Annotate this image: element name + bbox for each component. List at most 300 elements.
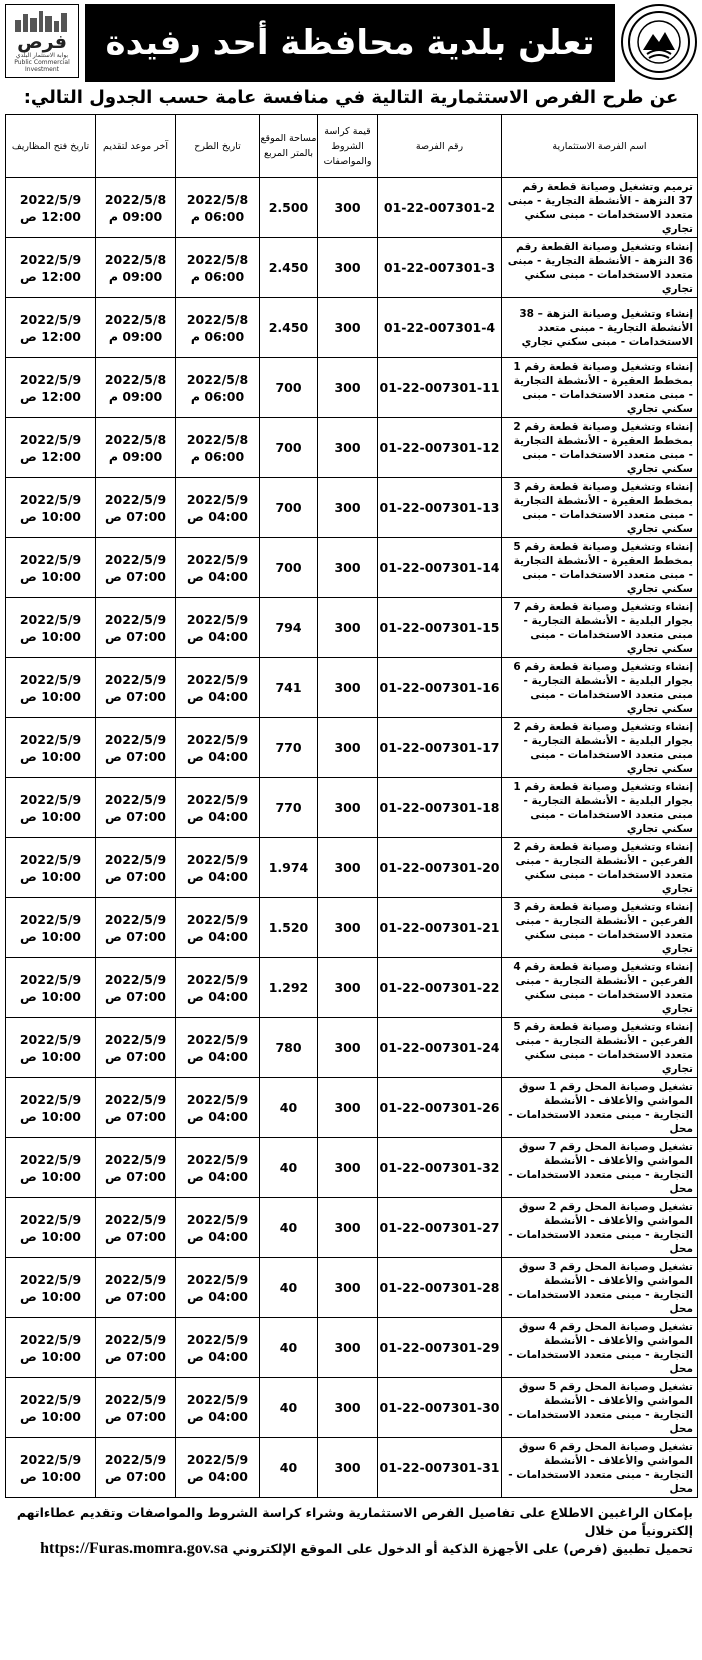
deadline-datetime (96, 1258, 176, 1318)
opening-date: 2022/5/9 (19, 611, 82, 627)
publish-date: 2022/5/9 (186, 611, 249, 627)
opening-date: 2022/5/9 (19, 1271, 82, 1287)
publish-time: 04:00 ص (187, 928, 248, 944)
footer-note (5, 1498, 697, 1558)
deadline-datetime (96, 658, 176, 718)
publish-time: 04:00 ص (187, 868, 248, 884)
publish-date: 2022/5/8 (186, 311, 249, 327)
deadline-date: 2022/5/9 (104, 671, 167, 687)
publish-date: 2022/5/9 (186, 1391, 249, 1407)
column-header: مساحة الموقع بالمتر المربع (260, 115, 318, 178)
opening-time: 10:00 ص (20, 568, 81, 584)
deadline-time: 07:00 ص (105, 1108, 166, 1124)
booklet-price: 300 (318, 358, 378, 418)
publish-time: 04:00 ص (187, 988, 248, 1004)
deadline-datetime (96, 358, 176, 418)
deadline-time: 09:00 م (108, 388, 163, 404)
booklet-price: 300 (318, 1198, 378, 1258)
opportunity-name: إنشاء وتشغيل وصيانة قطعة رقم 1 بجوار البلدية - الأنشطة التجارية - مبنى متعدد الاستخدامات - مبنى سكني تجاري (502, 778, 698, 838)
publish-time: 04:00 ص (187, 1408, 248, 1424)
publish-date: 2022/5/9 (186, 1151, 249, 1167)
intro-text: عن طرح الفرص الاستثمارية التالية في منافسة عامة حسب الجدول التالي: (23, 87, 679, 108)
publish-datetime (176, 958, 260, 1018)
opening-time: 10:00 ص (20, 1168, 81, 1184)
deadline-datetime (96, 1018, 176, 1078)
furas-tagline-ar: بوابة الاستثمار البلدي (15, 51, 69, 59)
opening-time: 12:00 ص (20, 448, 81, 464)
publish-time: 04:00 ص (187, 1288, 248, 1304)
footer-line-1: بإمكان الراغبين الاطلاع على تفاصيل الفرص الاستثمارية وشراء كراسة الشروط والمواصفات وتقديم عطاءاتهم إلكترونياً من خلال (16, 1505, 693, 1538)
deadline-datetime (96, 958, 176, 1018)
opening-date: 2022/5/9 (19, 1331, 82, 1347)
table-row (6, 238, 698, 298)
site-area: 2.500 (260, 178, 318, 238)
booklet-price: 300 (318, 718, 378, 778)
publish-time: 04:00 ص (187, 1468, 248, 1484)
deadline-date: 2022/5/9 (104, 971, 167, 987)
deadline-datetime (96, 718, 176, 778)
opening-time: 10:00 ص (20, 1228, 81, 1244)
opportunity-id: 01-22-007301-14 (378, 538, 502, 598)
deadline-date: 2022/5/8 (104, 371, 167, 387)
opening-datetime (6, 358, 96, 418)
deadline-time: 07:00 ص (105, 568, 166, 584)
publish-time: 06:00 م (190, 448, 245, 464)
deadline-datetime (96, 838, 176, 898)
site-area: 794 (260, 598, 318, 658)
publish-datetime (176, 658, 260, 718)
opportunity-name: تشغيل وصيانة المحل رقم 3 سوق المواشي والأعلاف - الأنشطة التجارية - مبنى متعدد الاستخدامات - محل (502, 1258, 698, 1318)
deadline-time: 07:00 ص (105, 1408, 166, 1424)
opening-datetime (6, 658, 96, 718)
opening-datetime (6, 718, 96, 778)
deadline-date: 2022/5/9 (104, 1451, 167, 1467)
column-header: آخر موعد لتقديم (96, 115, 176, 178)
booklet-price: 300 (318, 598, 378, 658)
publish-date: 2022/5/9 (186, 731, 249, 747)
site-area: 40 (260, 1438, 318, 1498)
opportunity-id: 01-22-007301-4 (378, 298, 502, 358)
publish-date: 2022/5/8 (186, 371, 249, 387)
publish-datetime (176, 1078, 260, 1138)
deadline-date: 2022/5/9 (104, 1211, 167, 1227)
municipality-seal-icon (621, 4, 697, 80)
header (5, 4, 697, 82)
booklet-price: 300 (318, 1318, 378, 1378)
table-row (6, 1258, 698, 1318)
table-header-row (6, 115, 698, 178)
deadline-time: 07:00 ص (105, 1348, 166, 1364)
booklet-price: 300 (318, 958, 378, 1018)
table-row (6, 1078, 698, 1138)
opportunity-id: 01-22-007301-31 (378, 1438, 502, 1498)
deadline-time: 07:00 ص (105, 688, 166, 704)
publish-time: 04:00 ص (187, 568, 248, 584)
deadline-time: 09:00 م (108, 268, 163, 284)
opening-date: 2022/5/9 (19, 971, 82, 987)
opportunity-id: 01-22-007301-17 (378, 718, 502, 778)
booklet-price: 300 (318, 478, 378, 538)
deadline-datetime (96, 298, 176, 358)
city-skyline-icon (13, 10, 71, 32)
opportunity-name: إنشاء وتشغيل وصيانة القطعة رقم 36 النزهة - الأنشطة التجارية - مبنى متعدد الاستخدامات - مبنى سكني تجاري (502, 238, 698, 298)
deadline-datetime (96, 1138, 176, 1198)
opening-time: 10:00 ص (20, 748, 81, 764)
furas-tagline-en: Public Commercial Investment (14, 58, 70, 73)
opening-datetime (6, 238, 96, 298)
opening-datetime (6, 1258, 96, 1318)
deadline-time: 09:00 م (108, 208, 163, 224)
opportunity-name: ترميم وتشغيل وصيانة قطعة رقم 37 النزهة - الأنشطة التجارية - مبنى متعدد الاستخدامات - مبنى سكني تجاري (502, 178, 698, 238)
table-row (6, 1138, 698, 1198)
booklet-price: 300 (318, 238, 378, 298)
publish-datetime (176, 1138, 260, 1198)
column-header: تاريخ فتح المظاريف (6, 115, 96, 178)
site-area: 700 (260, 538, 318, 598)
site-area: 741 (260, 658, 318, 718)
opportunity-id: 01-22-007301-28 (378, 1258, 502, 1318)
table-row (6, 1198, 698, 1258)
deadline-datetime (96, 178, 176, 238)
booklet-price: 300 (318, 1138, 378, 1198)
opening-datetime (6, 418, 96, 478)
opportunity-id: 01-22-007301-32 (378, 1138, 502, 1198)
publish-time: 04:00 ص (187, 748, 248, 764)
opportunity-name: إنشاء وتشغيل وصيانة النزهة – 38 الأنشطة التجارية - مبنى متعدد الاستخدامات - مبنى سكني تجاري (502, 298, 698, 358)
opening-time: 12:00 ص (20, 388, 81, 404)
opening-datetime (6, 838, 96, 898)
opening-date: 2022/5/9 (19, 431, 82, 447)
deadline-date: 2022/5/8 (104, 311, 167, 327)
opening-time: 10:00 ص (20, 628, 81, 644)
opening-datetime (6, 478, 96, 538)
publish-datetime (176, 238, 260, 298)
opportunity-name: تشغيل وصيانة المحل رقم 7 سوق المواشي والأعلاف - الأنشطة التجارية - مبنى متعدد الاستخدامات - محل (502, 1138, 698, 1198)
opening-time: 10:00 ص (20, 1048, 81, 1064)
opening-date: 2022/5/9 (19, 1031, 82, 1047)
publish-date: 2022/5/9 (186, 851, 249, 867)
table-row (6, 958, 698, 1018)
deadline-datetime (96, 1078, 176, 1138)
deadline-datetime (96, 1378, 176, 1438)
opportunity-id: 01-22-007301-2 (378, 178, 502, 238)
opening-datetime (6, 778, 96, 838)
deadline-time: 07:00 ص (105, 1168, 166, 1184)
opening-date: 2022/5/9 (19, 911, 82, 927)
site-area: 40 (260, 1078, 318, 1138)
site-area: 40 (260, 1318, 318, 1378)
site-area: 770 (260, 718, 318, 778)
site-area: 700 (260, 418, 318, 478)
opening-datetime (6, 1138, 96, 1198)
table-row (6, 838, 698, 898)
site-area: 40 (260, 1138, 318, 1198)
opening-datetime (6, 1018, 96, 1078)
deadline-time: 07:00 ص (105, 748, 166, 764)
opening-time: 10:00 ص (20, 1408, 81, 1424)
opening-date: 2022/5/9 (19, 491, 82, 507)
opportunity-id: 01-22-007301-30 (378, 1378, 502, 1438)
deadline-time: 07:00 ص (105, 1468, 166, 1484)
table-row (6, 478, 698, 538)
publish-date: 2022/5/9 (186, 1331, 249, 1347)
publish-date: 2022/5/9 (186, 791, 249, 807)
table-row (6, 1318, 698, 1378)
table-row (6, 718, 698, 778)
opening-time: 12:00 ص (20, 328, 81, 344)
opportunity-id: 01-22-007301-18 (378, 778, 502, 838)
publish-date: 2022/5/9 (186, 551, 249, 567)
deadline-datetime (96, 238, 176, 298)
table-row (6, 1438, 698, 1498)
table-row (6, 178, 698, 238)
opening-datetime (6, 598, 96, 658)
opening-date: 2022/5/9 (19, 551, 82, 567)
opportunity-id: 01-22-007301-29 (378, 1318, 502, 1378)
opening-date: 2022/5/9 (19, 311, 82, 327)
opportunity-name: تشغيل وصيانة المحل رقم 4 سوق المواشي والأعلاف - الأنشطة التجارية - مبنى متعدد الاستخدامات - محل (502, 1318, 698, 1378)
deadline-date: 2022/5/9 (104, 1331, 167, 1347)
opening-time: 10:00 ص (20, 508, 81, 524)
publish-time: 04:00 ص (187, 1348, 248, 1364)
furas-logo (5, 4, 79, 78)
footer-line-2 (9, 1540, 693, 1558)
publish-date: 2022/5/9 (186, 1091, 249, 1107)
page-title: تعلن بلدية محافظة أحد رفيدة (85, 4, 615, 82)
opening-date: 2022/5/9 (19, 1091, 82, 1107)
site-area: 2.450 (260, 238, 318, 298)
deadline-time: 07:00 ص (105, 868, 166, 884)
opportunity-id: 01-22-007301-20 (378, 838, 502, 898)
table-row (6, 1378, 698, 1438)
publish-datetime (176, 598, 260, 658)
site-area: 1.520 (260, 898, 318, 958)
opening-datetime (6, 958, 96, 1018)
deadline-date: 2022/5/9 (104, 611, 167, 627)
opening-datetime (6, 1318, 96, 1378)
deadline-date: 2022/5/9 (104, 1091, 167, 1107)
booklet-price: 300 (318, 838, 378, 898)
table-row (6, 598, 698, 658)
publish-datetime (176, 478, 260, 538)
deadline-time: 07:00 ص (105, 1048, 166, 1064)
site-area: 40 (260, 1378, 318, 1438)
opportunity-name: إنشاء وتشغيل وصيانة قطعة رقم 6 بجوار البلدية - الأنشطة التجارية - مبنى متعدد الاستخدامات - مبنى سكني تجاري (502, 658, 698, 718)
booklet-price: 300 (318, 658, 378, 718)
publish-time: 06:00 م (190, 208, 245, 224)
publish-time: 04:00 ص (187, 1108, 248, 1124)
opening-time: 10:00 ص (20, 1108, 81, 1124)
booklet-price: 300 (318, 538, 378, 598)
opportunity-name: إنشاء وتشغيل وصيانة قطعة رقم 7 بجوار البلدية - الأنشطة التجارية - مبنى متعدد الاستخدامات - مبنى سكني تجاري (502, 598, 698, 658)
deadline-time: 07:00 ص (105, 508, 166, 524)
publish-datetime (176, 178, 260, 238)
opening-date: 2022/5/9 (19, 191, 82, 207)
column-header: رقم الفرصة (378, 115, 502, 178)
deadline-date: 2022/5/8 (104, 191, 167, 207)
opportunity-name: إنشاء وتشغيل وصيانة قطعة رقم 2 بجوار البلدية - الأنشطة التجارية - مبنى متعدد الاستخدامات - مبنى سكني تجاري (502, 718, 698, 778)
publish-datetime (176, 1438, 260, 1498)
publish-datetime (176, 838, 260, 898)
deadline-time: 07:00 ص (105, 928, 166, 944)
opportunity-id: 01-22-007301-26 (378, 1078, 502, 1138)
opening-date: 2022/5/9 (19, 731, 82, 747)
opportunity-id: 01-22-007301-21 (378, 898, 502, 958)
publish-date: 2022/5/9 (186, 1271, 249, 1287)
deadline-time: 09:00 م (108, 328, 163, 344)
site-area: 700 (260, 358, 318, 418)
table-row (6, 658, 698, 718)
publish-time: 06:00 م (190, 388, 245, 404)
deadline-time: 07:00 ص (105, 988, 166, 1004)
publish-datetime (176, 358, 260, 418)
deadline-time: 07:00 ص (105, 1288, 166, 1304)
deadline-date: 2022/5/9 (104, 851, 167, 867)
publish-datetime (176, 538, 260, 598)
table-row (6, 418, 698, 478)
column-header: تاريخ الطرح (176, 115, 260, 178)
opportunity-id: 01-22-007301-27 (378, 1198, 502, 1258)
deadline-time: 07:00 ص (105, 808, 166, 824)
deadline-datetime (96, 418, 176, 478)
booklet-price: 300 (318, 418, 378, 478)
publish-time: 04:00 ص (187, 628, 248, 644)
publish-datetime (176, 778, 260, 838)
publish-time: 06:00 م (190, 328, 245, 344)
opportunity-name: إنشاء وتشغيل وصيانة قطعة رقم 2 الفرعين - الأنشطة التجارية - مبنى متعدد الاستخدامات - مبنى سكني تجاري (502, 838, 698, 898)
publish-datetime (176, 1258, 260, 1318)
opening-date: 2022/5/9 (19, 371, 82, 387)
booklet-price: 300 (318, 1018, 378, 1078)
table-row (6, 358, 698, 418)
publish-datetime (176, 1318, 260, 1378)
deadline-date: 2022/5/9 (104, 1031, 167, 1047)
deadline-time: 09:00 م (108, 448, 163, 464)
publish-datetime (176, 418, 260, 478)
deadline-date: 2022/5/9 (104, 491, 167, 507)
opportunity-id: 01-22-007301-16 (378, 658, 502, 718)
publish-time: 04:00 ص (187, 688, 248, 704)
opening-date: 2022/5/9 (19, 251, 82, 267)
opportunities-table (5, 114, 698, 1498)
deadline-time: 07:00 ص (105, 1228, 166, 1244)
opportunity-id: 01-22-007301-22 (378, 958, 502, 1018)
booklet-price: 300 (318, 1078, 378, 1138)
opportunity-id: 01-22-007301-13 (378, 478, 502, 538)
deadline-date: 2022/5/9 (104, 731, 167, 747)
table-row (6, 778, 698, 838)
opening-datetime (6, 898, 96, 958)
deadline-datetime (96, 478, 176, 538)
booklet-price: 300 (318, 1378, 378, 1438)
opportunity-name: إنشاء وتشغيل وصيانة قطعة رقم 5 الفرعين - الأنشطة التجارية - مبنى متعدد الاستخدامات - مبنى سكني تجاري (502, 1018, 698, 1078)
publish-date: 2022/5/8 (186, 191, 249, 207)
opening-date: 2022/5/9 (19, 1391, 82, 1407)
opportunity-name: إنشاء وتشغيل وصيانة قطعة رقم 5 بمخطط العقيرة - الأنشطة التجارية - مبنى متعدد الاستخدامات - مبنى سكني تجاري (502, 538, 698, 598)
opening-time: 10:00 ص (20, 688, 81, 704)
opportunity-id: 01-22-007301-3 (378, 238, 502, 298)
publish-date: 2022/5/9 (186, 1451, 249, 1467)
deadline-datetime (96, 538, 176, 598)
opportunity-id: 01-22-007301-11 (378, 358, 502, 418)
deadline-datetime (96, 1438, 176, 1498)
table-row (6, 1018, 698, 1078)
website-link[interactable]: https://Furas.momra.gov.sa (40, 1540, 229, 1557)
table-row (6, 538, 698, 598)
deadline-datetime (96, 778, 176, 838)
opportunity-id: 01-22-007301-24 (378, 1018, 502, 1078)
booklet-price: 300 (318, 178, 378, 238)
deadline-date: 2022/5/9 (104, 1151, 167, 1167)
opening-time: 10:00 ص (20, 1288, 81, 1304)
opportunity-name: إنشاء وتشغيل وصيانة قطعة رقم 1 بمخطط العقيرة - الأنشطة التجارية - مبنى متعدد الاستخدامات - مبنى سكني تجاري (502, 358, 698, 418)
opening-time: 10:00 ص (20, 868, 81, 884)
opening-time: 12:00 ص (20, 208, 81, 224)
publish-date: 2022/5/8 (186, 251, 249, 267)
deadline-datetime (96, 598, 176, 658)
publish-datetime (176, 1378, 260, 1438)
site-area: 2.450 (260, 298, 318, 358)
table-row (6, 298, 698, 358)
publish-time: 04:00 ص (187, 1228, 248, 1244)
opportunity-name: تشغيل وصيانة المحل رقم 1 سوق المواشي والأعلاف - الأنشطة التجارية - مبنى متعدد الاستخدامات - محل (502, 1078, 698, 1138)
site-area: 770 (260, 778, 318, 838)
deadline-date: 2022/5/9 (104, 551, 167, 567)
site-area: 1.292 (260, 958, 318, 1018)
opening-time: 10:00 ص (20, 1468, 81, 1484)
opening-time: 10:00 ص (20, 988, 81, 1004)
opening-datetime (6, 1078, 96, 1138)
site-area: 40 (260, 1198, 318, 1258)
deadline-date: 2022/5/8 (104, 251, 167, 267)
site-area: 700 (260, 478, 318, 538)
opening-date: 2022/5/9 (19, 1151, 82, 1167)
booklet-price: 300 (318, 778, 378, 838)
publish-datetime (176, 298, 260, 358)
deadline-datetime (96, 1198, 176, 1258)
booklet-price: 300 (318, 1438, 378, 1498)
publish-date: 2022/5/9 (186, 1031, 249, 1047)
footer-line-2-text: تحميل تطبيق (فرص) على الأجهزة الذكية أو الدخول على الموقع الإلكتروني (232, 1541, 693, 1556)
opportunity-name: إنشاء وتشغيل وصيانة قطعة رقم 3 بمخطط العقيرة - الأنشطة التجارية - مبنى متعدد الاستخدامات - مبنى سكني تجاري (502, 478, 698, 538)
deadline-date: 2022/5/9 (104, 1391, 167, 1407)
opening-date: 2022/5/9 (19, 851, 82, 867)
opportunity-name: إنشاء وتشغيل وصيانة قطعة رقم 3 الفرعين - الأنشطة التجارية - مبنى متعدد الاستخدامات - مبنى سكني تجاري (502, 898, 698, 958)
publish-time: 04:00 ص (187, 808, 248, 824)
publish-date: 2022/5/9 (186, 671, 249, 687)
publish-datetime (176, 718, 260, 778)
publish-datetime (176, 1198, 260, 1258)
site-area: 40 (260, 1258, 318, 1318)
opening-time: 10:00 ص (20, 928, 81, 944)
site-area: 780 (260, 1018, 318, 1078)
opportunity-name: تشغيل وصيانة المحل رقم 6 سوق المواشي والأعلاف - الأنشطة التجارية - مبنى متعدد الاستخدامات - محل (502, 1438, 698, 1498)
opportunity-name: إنشاء وتشغيل وصيانة قطعة رقم 2 بمخطط العقيرة - الأنشطة التجارية - مبنى متعدد الاستخدامات - مبنى سكني تجاري (502, 418, 698, 478)
opportunity-name: تشغيل وصيانة المحل رقم 2 سوق المواشي والأعلاف - الأنشطة التجارية - مبنى متعدد الاستخدامات - محل (502, 1198, 698, 1258)
opening-datetime (6, 1198, 96, 1258)
publish-date: 2022/5/9 (186, 911, 249, 927)
publish-date: 2022/5/9 (186, 491, 249, 507)
opportunity-id: 01-22-007301-12 (378, 418, 502, 478)
publish-time: 04:00 ص (187, 1168, 248, 1184)
deadline-time: 07:00 ص (105, 628, 166, 644)
opening-time: 10:00 ص (20, 1348, 81, 1364)
opening-datetime (6, 178, 96, 238)
opening-datetime (6, 1378, 96, 1438)
deadline-date: 2022/5/9 (104, 791, 167, 807)
publish-time: 04:00 ص (187, 1048, 248, 1064)
opportunity-name: تشغيل وصيانة المحل رقم 5 سوق المواشي والأعلاف - الأنشطة التجارية - مبنى متعدد الاستخدامات - محل (502, 1378, 698, 1438)
